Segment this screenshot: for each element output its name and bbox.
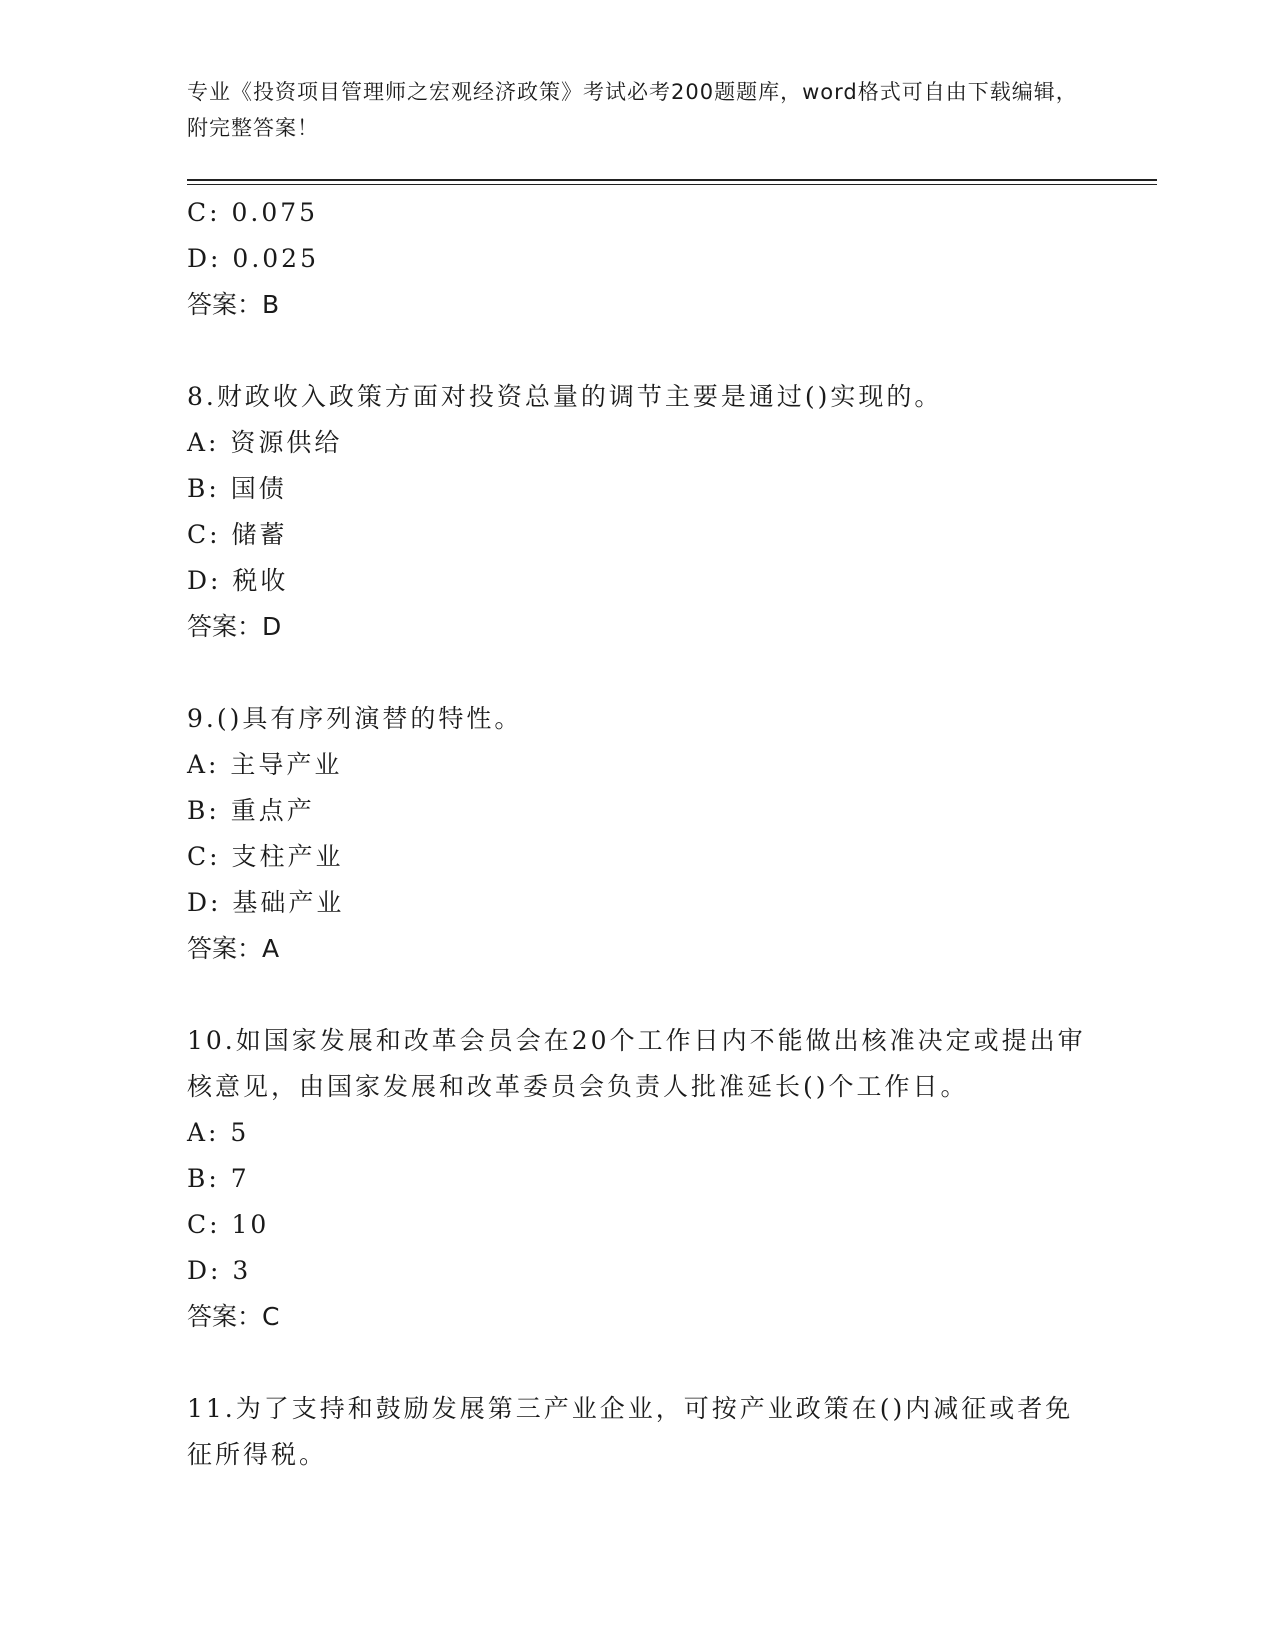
option-line: D: 0.025	[187, 244, 319, 273]
option-line: C: 0.075	[187, 198, 319, 227]
option-line: D: 基础产业	[187, 888, 345, 917]
answer-line: 答案：B	[187, 290, 280, 319]
answer-line: 答案：D	[187, 612, 282, 641]
option-line: C: 10	[187, 1210, 270, 1239]
question-stem: 10.如国家发展和改革会员会在20个工作日内不能做出核准决定或提出审核意见，由国家发展和改革委员会负责人批准延长()个工作日。	[187, 1026, 1086, 1101]
question-stem: 11.为了支持和鼓励发展第三产业企业，可按产业政策在()内减征或者免征所得税。	[187, 1394, 1074, 1469]
option-line: D: 税收	[187, 566, 289, 595]
question-stem: 9.()具有序列演替的特性。	[187, 704, 523, 733]
option-line: B: 重点产	[187, 796, 315, 825]
option-line: B: 国债	[187, 474, 287, 503]
option-line: A: 资源供给	[187, 428, 343, 457]
header-divider-top	[187, 179, 1157, 181]
answer-line: 答案：C	[187, 1302, 280, 1331]
option-line: C: 储蓄	[187, 520, 288, 549]
question-list	[187, 190, 1087, 1478]
option-line: D: 3	[187, 1256, 252, 1285]
answer-line: 答案：A	[187, 934, 280, 963]
option-line: A: 主导产业	[187, 750, 343, 779]
header-divider-bottom	[187, 184, 1157, 185]
option-line: B: 7	[187, 1164, 250, 1193]
question-stem: 8.财政收入政策方面对投资总量的调节主要是通过()实现的。	[187, 382, 943, 411]
document-header: 专业《投资项目管理师之宏观经济政策》考试必考200题题库，word格式可自由下载编辑，附完整答案！	[187, 80, 1078, 140]
option-line: A: 5	[187, 1118, 250, 1147]
option-line: C: 支柱产业	[187, 842, 344, 871]
